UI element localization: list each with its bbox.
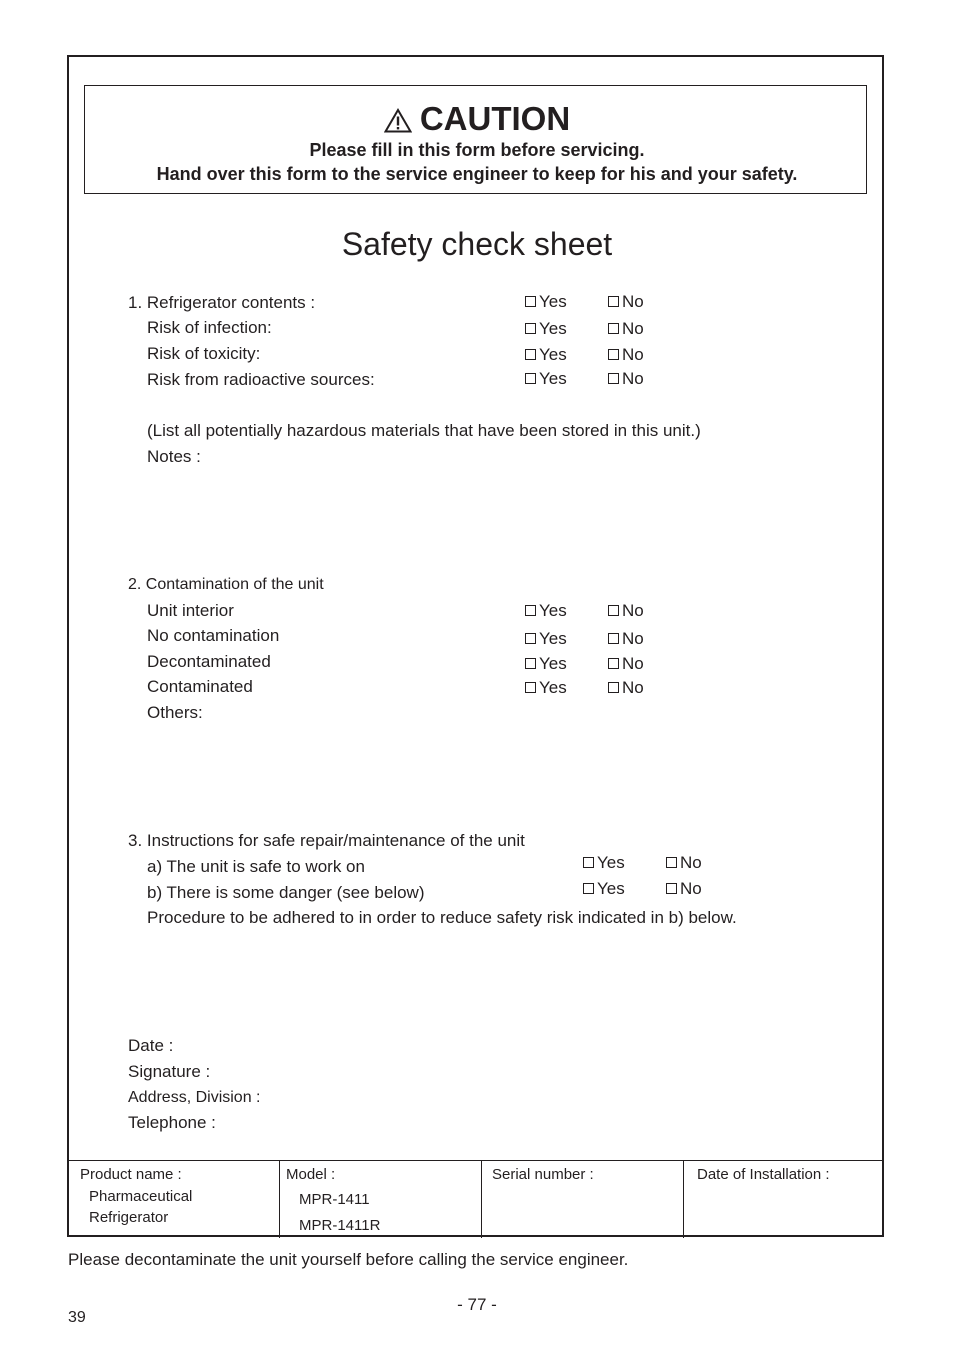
page-number: - 77 - [457, 1295, 497, 1314]
section3-row-danger: b) There is some danger (see below) [147, 883, 425, 902]
s3-safe-no-checkbox[interactable]: No [666, 853, 702, 873]
telephone-label: Telephone : [128, 1113, 216, 1132]
section1-notes-label: Notes : [147, 447, 201, 466]
product-name-line2: Refrigerator [89, 1209, 169, 1226]
section1-list-note: (List all potentially hazardous materials that have been stored in this unit.) [147, 421, 701, 440]
product-name-label: Product name : [80, 1166, 182, 1183]
s2-interior-yes-checkbox[interactable]: Yes [525, 601, 567, 621]
warning-triangle-icon [384, 108, 412, 133]
section1-row-toxicity: Risk of toxicity: [147, 344, 261, 363]
s1-contents-no-checkbox[interactable]: No [608, 292, 644, 312]
s1-infection-no-checkbox[interactable]: No [608, 319, 644, 339]
sheet-title: Safety check sheet [341, 226, 613, 262]
s2-contam-yes-checkbox[interactable]: Yes [525, 678, 567, 698]
section3-heading: 3. Instructions for safe repair/maintenance of the unit [128, 831, 525, 850]
section2-others-label: Others: [147, 703, 203, 722]
section2-row-contaminated: Contaminated [147, 677, 253, 696]
s2-nocontam-no-checkbox[interactable]: No [608, 629, 644, 649]
section2-row-interior: Unit interior [147, 601, 234, 620]
address-label: Address, Division : [128, 1089, 261, 1106]
s2-decontam-yes-checkbox[interactable]: Yes [525, 654, 567, 674]
serial-number-label: Serial number : [492, 1166, 594, 1183]
s2-interior-no-checkbox[interactable]: No [608, 601, 644, 621]
s3-danger-no-checkbox[interactable]: No [666, 879, 702, 899]
sheet-number: 39 [68, 1309, 86, 1326]
s1-toxicity-no-checkbox[interactable]: No [608, 345, 644, 365]
section2-row-decontaminated: Decontaminated [147, 652, 271, 671]
section1-row-infection: Risk of infection: [147, 318, 272, 337]
signature-label: Signature : [128, 1062, 211, 1081]
s2-decontam-no-checkbox[interactable]: No [608, 654, 644, 674]
model-value-2: MPR-1411R [299, 1217, 381, 1234]
caution-heading [0, 100, 954, 138]
caution-line-1: Please fill in this form before servicing. [309, 140, 645, 160]
section3-row-safe: a) The unit is safe to work on [147, 857, 365, 876]
installation-date-label: Date of Installation : [697, 1166, 830, 1183]
caution-line-2: Hand over this form to the service engineer to keep for his and your safety. [156, 164, 798, 184]
s1-radioactive-yes-checkbox[interactable]: Yes [525, 369, 567, 389]
s1-toxicity-yes-checkbox[interactable]: Yes [525, 345, 567, 365]
section1-row-radioactive: Risk from radioactive sources: [147, 370, 375, 389]
decontaminate-note: Please decontaminate the unit yourself before calling the service engineer. [68, 1250, 629, 1269]
model-value-1: MPR-1411 [299, 1191, 370, 1208]
caution-title: CAUTION [419, 100, 571, 137]
section1-heading: 1. Refrigerator contents : [128, 293, 316, 312]
model-label: Model : [286, 1166, 336, 1183]
s3-safe-yes-checkbox[interactable]: Yes [583, 853, 625, 873]
s2-nocontam-yes-checkbox[interactable]: Yes [525, 629, 567, 649]
section2-heading: 2. Contamination of the unit [128, 576, 324, 593]
s1-contents-yes-checkbox[interactable]: Yes [525, 292, 567, 312]
section3-procedure: Procedure to be adhered to in order to reduce safety risk indicated in b) below. [147, 908, 737, 927]
date-label: Date : [128, 1036, 174, 1055]
s1-radioactive-no-checkbox[interactable]: No [608, 369, 644, 389]
s1-infection-yes-checkbox[interactable]: Yes [525, 319, 567, 339]
s3-danger-yes-checkbox[interactable]: Yes [583, 879, 625, 899]
section2-row-no-contamination: No contamination [147, 626, 280, 645]
s2-contam-no-checkbox[interactable]: No [608, 678, 644, 698]
product-name-line1: Pharmaceutical [89, 1188, 193, 1205]
